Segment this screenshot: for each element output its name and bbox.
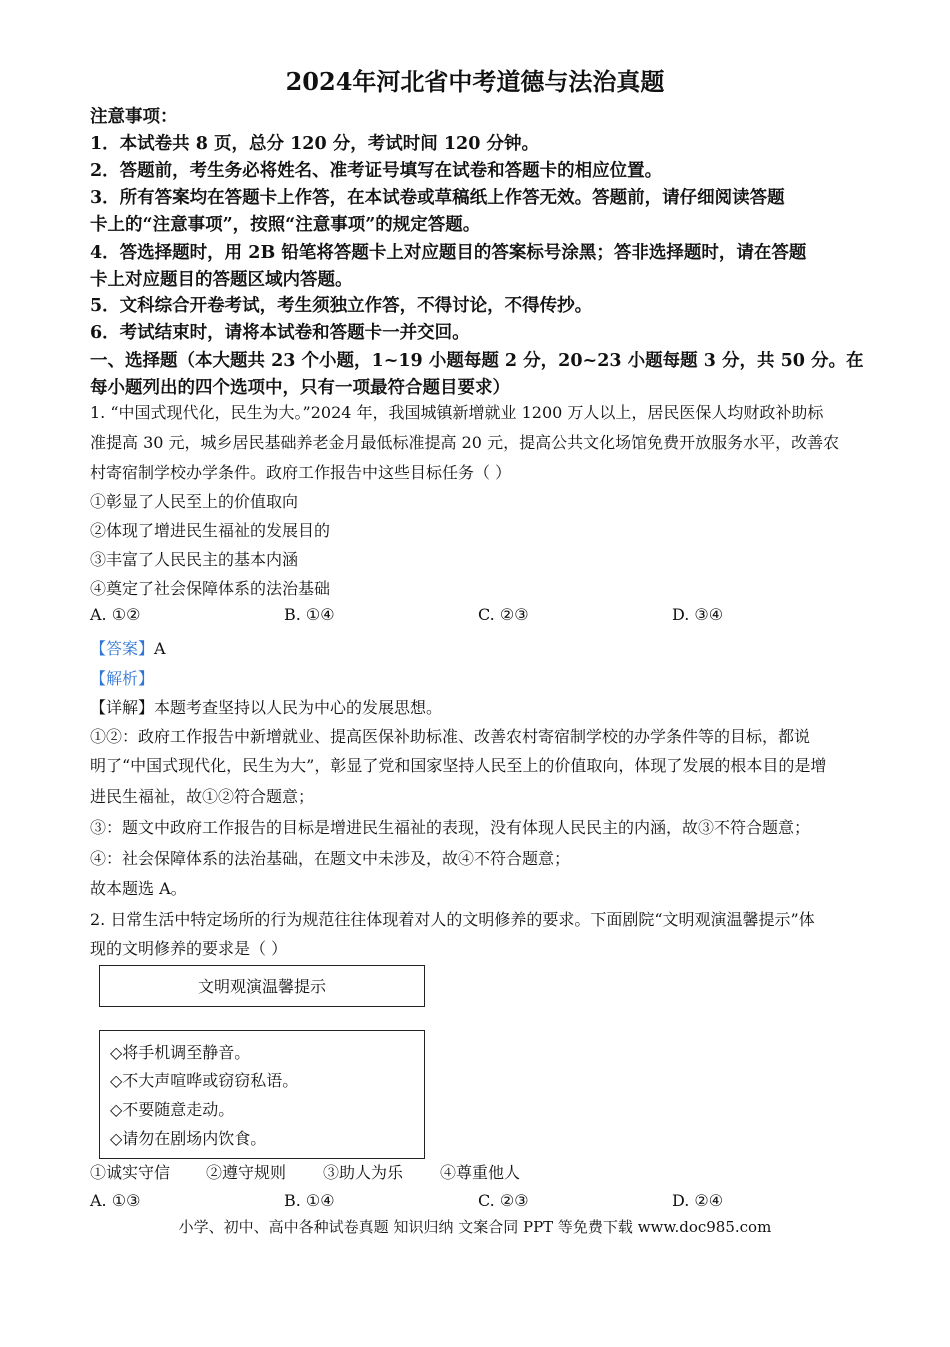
notice-line: 6．考试结束时，请将本试卷和答题卡一并交回。: [90, 323, 470, 343]
notice-line: 卡上的“注意事项”，按照“注意事项”的规定答题。: [90, 215, 481, 235]
option-a: A. ①③: [90, 1191, 141, 1210]
choice-item: ②遵守规则: [206, 1163, 287, 1182]
option-c: C. ②③: [478, 605, 529, 624]
detail-line: ③：题文中政府工作报告的目标是增进民生福祉的表现，没有体现人民民主的内涵，故③不符合题意；: [90, 818, 811, 837]
question-item: ①彰显了人民至上的价值取向: [90, 492, 299, 511]
tip-item: ◇不要随意走动。: [110, 1100, 235, 1119]
answer-label: 【答案】: [90, 639, 155, 658]
notice-line: 1．本试卷共 8 页，总分 120 分，考试时间 120 分钟。: [90, 134, 539, 154]
question-item: ③丰富了人民民主的基本内涵: [90, 550, 299, 569]
section-heading: 每小题列出的四个选项中，只有一项最符合题目要求）: [90, 378, 510, 398]
tip-item: ◇将手机调至静音。: [110, 1043, 251, 1062]
tip-box-title: 文明观演温馨提示: [197, 977, 326, 996]
detail-line: 【详解】本题考查坚持以人民为中心的发展思想。: [90, 698, 443, 717]
detail-line: 进民生福祉，故①②符合题意；: [90, 787, 315, 806]
option-a: A. ①②: [90, 605, 141, 624]
answer-line: [90, 636, 166, 659]
tip-item: ◇请勿在剧场内饮食。: [110, 1129, 267, 1148]
option-b: B. ①④: [284, 605, 335, 624]
answer-value: A: [154, 639, 166, 658]
page-title: 2024年河北省中考道德与法治真题: [285, 67, 665, 96]
section-heading: 一、选择题（本大题共 23 个小题，1~19 小题每题 2 分，20~23 小题每题 3 分，共 50 分。在: [90, 351, 864, 371]
choice-item: ③助人为乐: [323, 1163, 404, 1182]
question-stem: 准提高 30 元，城乡居民基础养老金月最低标准提高 20 元，提高公共文化场馆免费开放服务水平，改善农: [90, 433, 840, 452]
detail-line: 明了“中国式现代化，民生为大”，彰显了党和国家坚持人民至上的价值取向，体现了发展的根本目的是增: [90, 756, 827, 775]
question-stem: 2. 日常生活中特定场所的行为规范往往体现着对人的文明修养的要求。下面剧院“文明观演温馨提示”体: [90, 910, 815, 929]
notice-line: 3．所有答案均在答题卡上作答，在本试卷或草稿纸上作答无效。答题前，请仔细阅读答题: [90, 188, 785, 208]
notice-line: 4．答选择题时，用 2B 铅笔将答题卡上对应题目的答案标号涂黑；答非选择题时，请在答题: [90, 243, 807, 263]
notice-heading: 注意事项：: [90, 107, 178, 127]
tip-item: ◇不大声喧哗或窃窃私语。: [110, 1071, 299, 1090]
question-item: ②体现了增进民生福祉的发展目的: [90, 521, 331, 540]
detail-line: ④：社会保障体系的法治基础，在题文中未涉及，故④不符合题意；: [90, 849, 571, 868]
tip-title-box: [99, 965, 425, 1007]
question-item: ④奠定了社会保障体系的法治基础: [90, 579, 331, 598]
option-b: B. ①④: [284, 1191, 335, 1210]
detail-line: ①②：政府工作报告中新增就业、提高医保补助标准、改善农村寄宿制学校的办学条件等的目标，都说: [90, 727, 811, 746]
choice-item: ①诚实守信: [90, 1163, 171, 1182]
notice-line: 卡上对应题目的答题区域内答题。: [90, 270, 353, 290]
option-d: D. ②④: [672, 1191, 724, 1210]
question-stem: 村寄宿制学校办学条件。政府工作报告中这些目标任务（ ）: [90, 463, 512, 482]
question-stem: 1. “中国式现代化，民生为大。”2024 年，我国城镇新增就业 1200 万人以上，居民医保人均财政补助标: [90, 403, 824, 422]
page-footer: 小学、初中、高中各种试卷真题 知识归纳 文案合同 PPT 等免费下载 www.doc985.com: [178, 1218, 772, 1236]
notice-line: 5．文科综合开卷考试，考生须独立作答，不得讨论，不得传抄。: [90, 296, 593, 316]
choice-item: ④尊重他人: [440, 1163, 521, 1182]
option-d: D. ③④: [672, 605, 724, 624]
notice-line: 2．答题前，考生务必将姓名、准考证号填写在试卷和答题卡的相应位置。: [90, 161, 663, 181]
option-c: C. ②③: [478, 1191, 529, 1210]
detail-line: 故本题选 A。: [90, 879, 187, 898]
question-stem: 现的文明修养的要求是（ ）: [90, 939, 288, 958]
analysis-label: 【解析】: [90, 669, 155, 688]
